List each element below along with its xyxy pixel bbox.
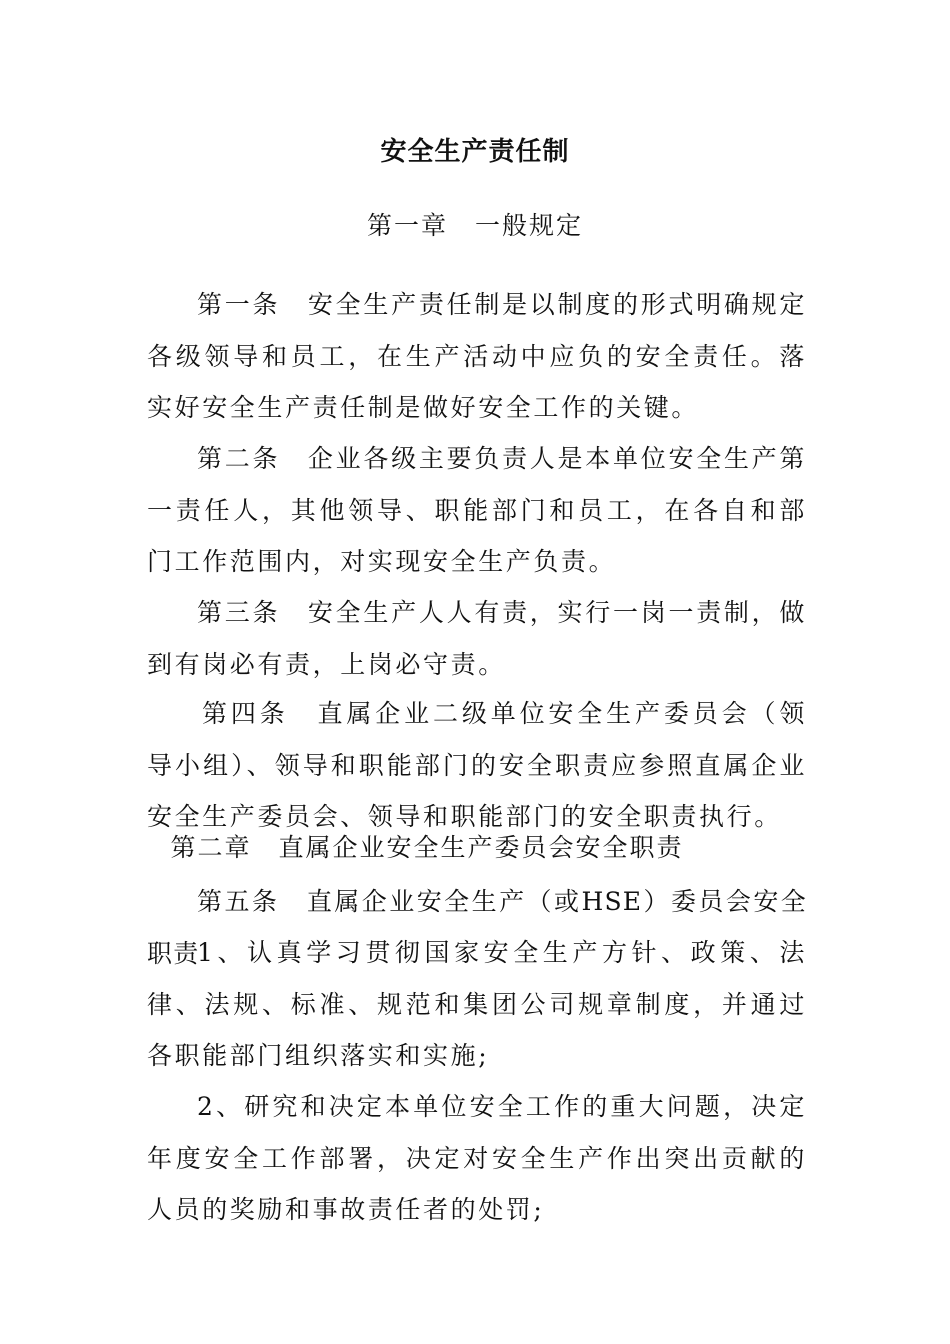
chapter-heading-2: 第二章 直属企业安全生产委员会安全职责 <box>170 833 684 862</box>
document-title: 安全生产责任制 <box>380 137 570 167</box>
article-2: 第二条 企业各级主要负责人是本单位安全生产第一责任人，其他领导、职能部门和员工，在各自和部门工作范围内，对实现安全生产负责。 <box>147 444 807 576</box>
article-5: 第五条 直属企业安全生产（或HSE）委员会安全职责 <box>147 887 807 968</box>
article-3: 第三条 安全生产人人有责，实行一岗一责制，做到有岗必有责，上岗必守责。 <box>147 598 807 679</box>
article-5-item-2: 2、研究和决定本单位安全工作的重大问题，决定年度安全工作部署，决定对安全生产作出突出贡献的人员的奖励和事故责任者的处罚; <box>147 1092 807 1224</box>
article-1: 第一条 安全生产责任制是以制度的形式明确规定各级领导和员工，在生产活动中应负的安全责任。落实好安全生产责任制是做好安全工作的关键。 <box>147 290 807 422</box>
chapter-heading-1: 第一章 一般规定 <box>366 211 583 240</box>
article-5-item-1: 1、认真学习贯彻国家安全生产方针、政策、法律、法规、标准、规范和集团公司规章制度，并通过各职能部门组织落实和实施; <box>147 938 807 1070</box>
article-4: 第四条 直属企业二级单位安全生产委员会（领导小组）、领导和职能部门的安全职责应参照直属企业安全生产委员会、领导和职能部门的安全职责执行。 <box>147 699 807 831</box>
